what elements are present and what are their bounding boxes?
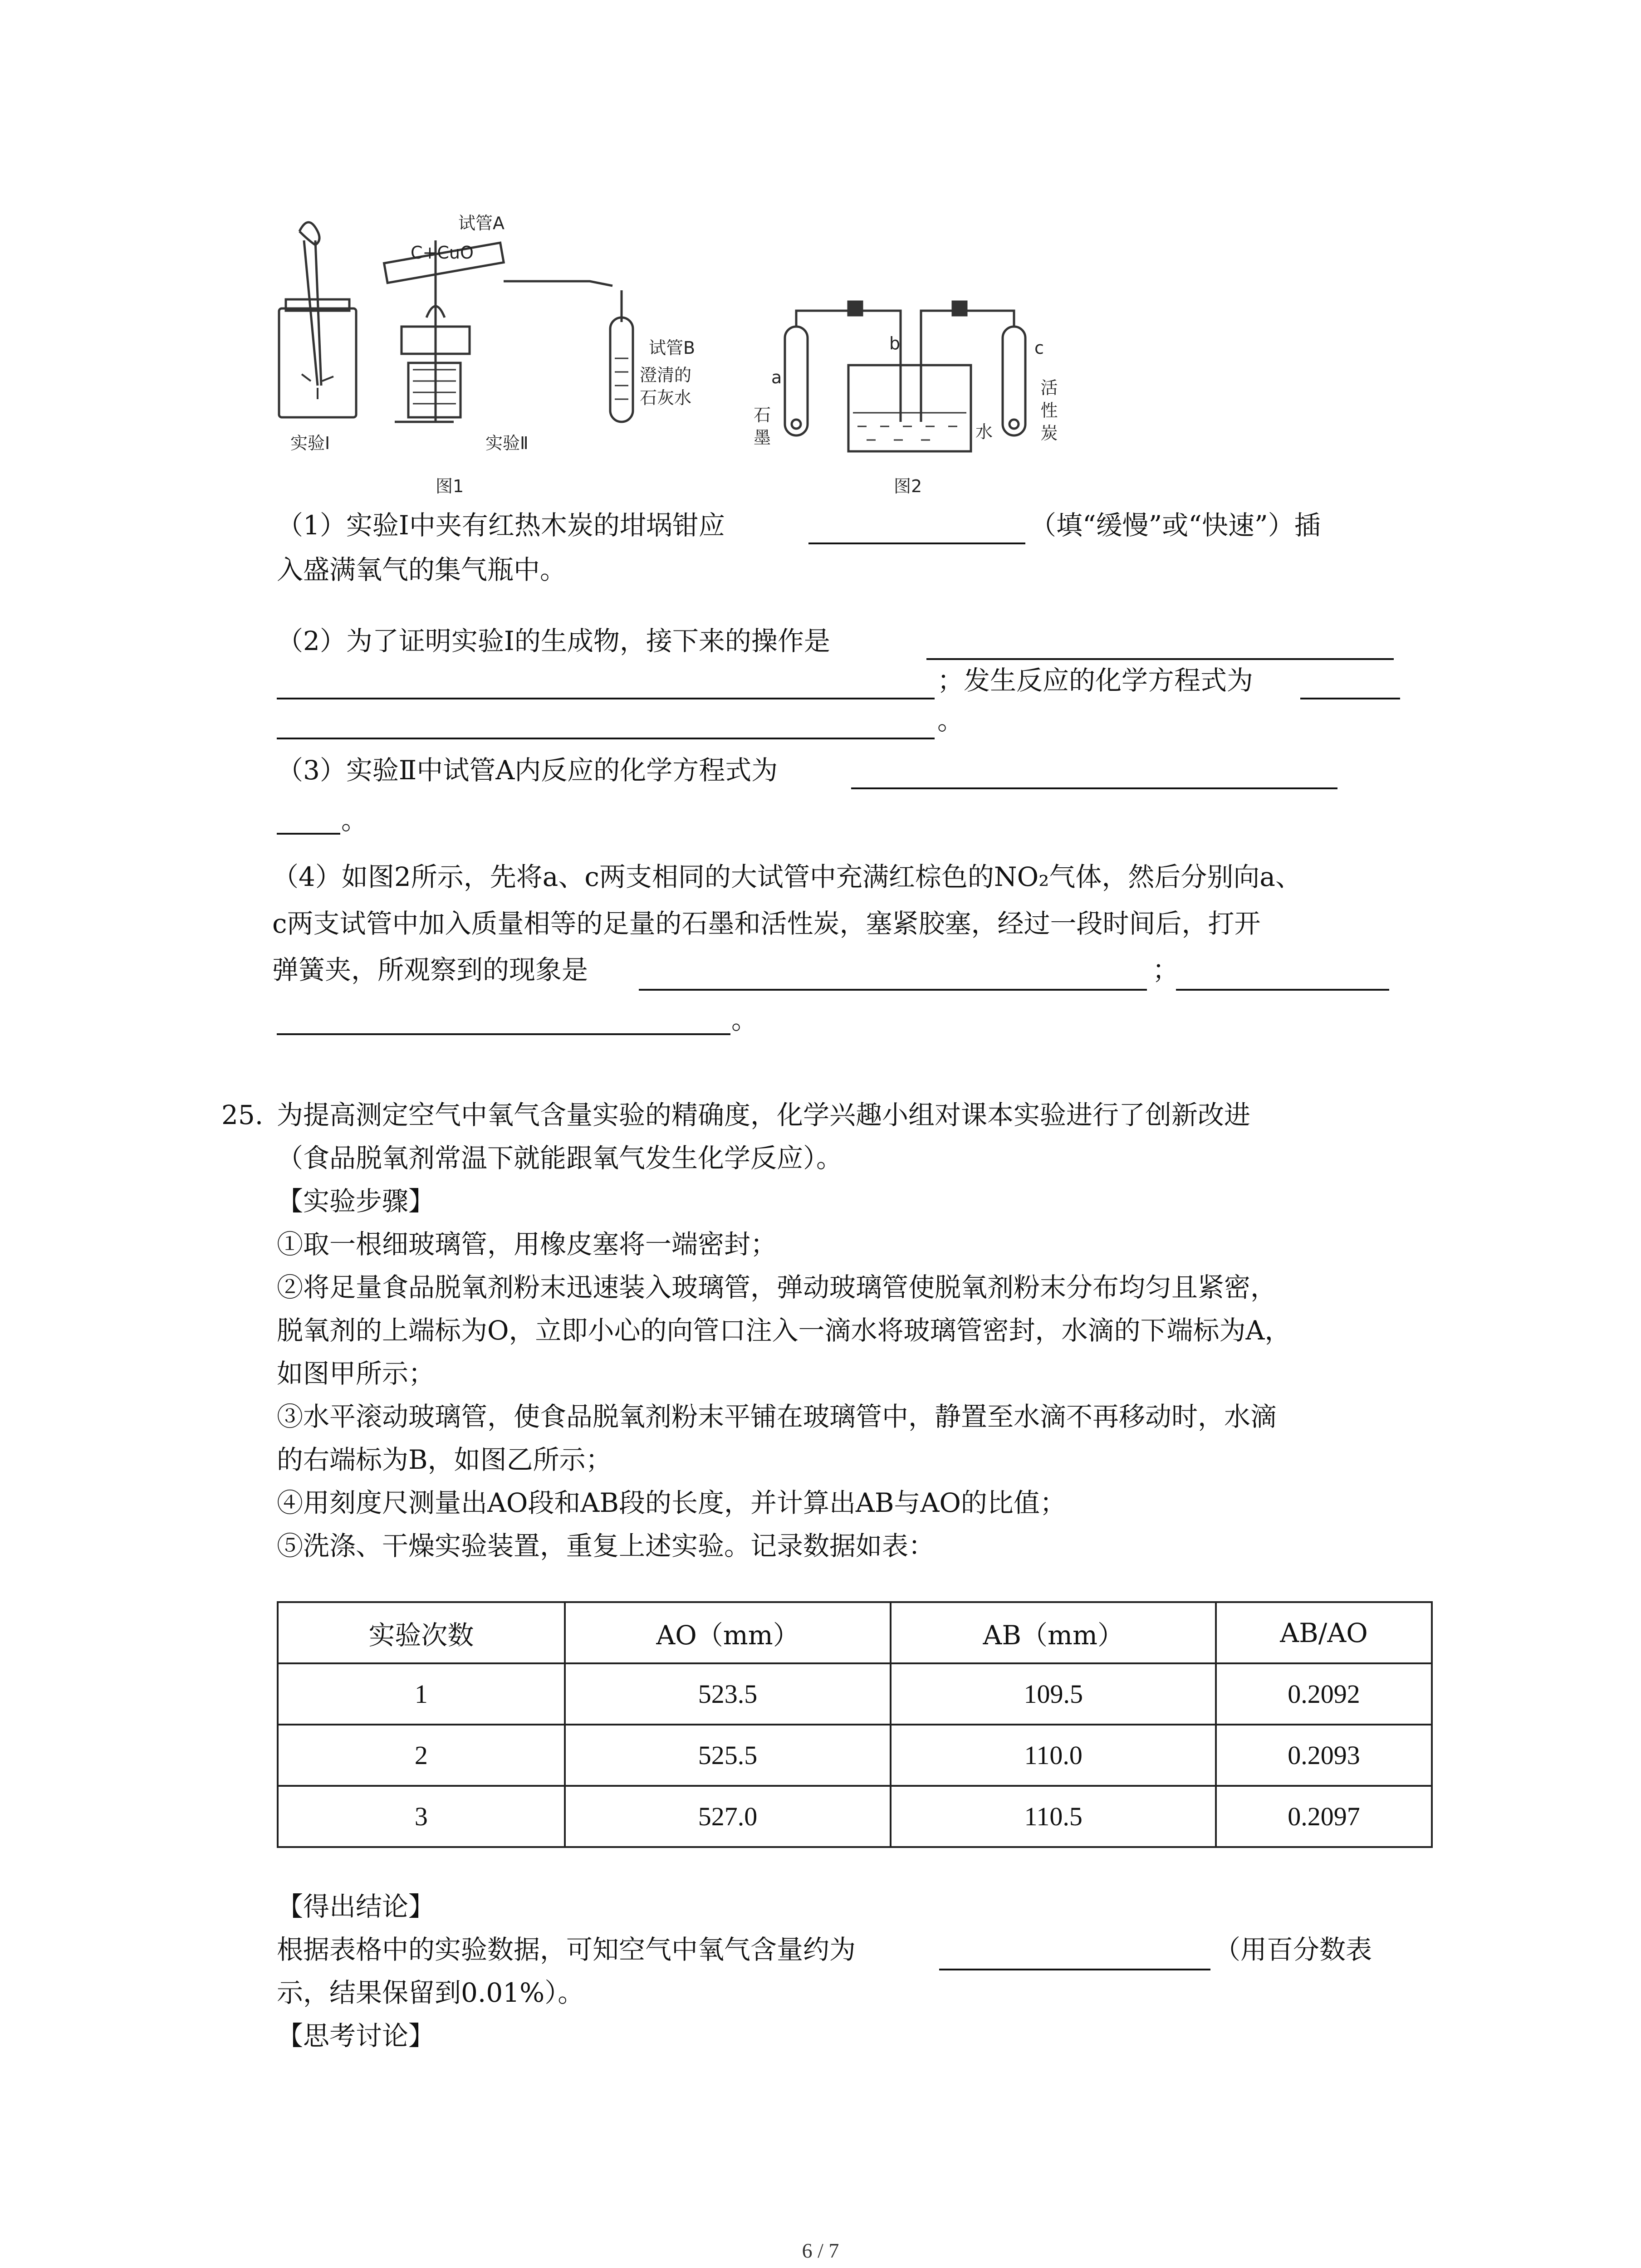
q24-part1-text-c: 入盛满氧气的集气瓶中。 <box>277 554 567 585</box>
q25-conclusion-title: 【得出结论】 <box>277 1891 435 1922</box>
table-cell: 0.2092 <box>1216 1663 1432 1725</box>
table-cell: 109.5 <box>891 1663 1216 1725</box>
q25-data-table <box>277 1601 1433 1848</box>
table-row <box>278 1786 1432 1847</box>
q25-oxygen-percent-blank[interactable] <box>939 1969 1210 1970</box>
q24-part2-end: 。 <box>937 705 964 736</box>
label-tube-a: 试管A <box>458 213 505 233</box>
q24-part1-text-b: （填“缓慢”或“快速”）插 <box>1030 510 1321 541</box>
q25-number: 25. <box>221 1100 264 1130</box>
table-cell: 3 <box>278 1786 565 1847</box>
table-header-row <box>278 1602 1432 1663</box>
q25-discussion-title: 【思考讨论】 <box>277 2020 435 2051</box>
table-cell: 525.5 <box>565 1725 891 1786</box>
table-row <box>278 1663 1432 1725</box>
figure-2-caption: 图2 <box>894 476 922 496</box>
label-c: c <box>1034 338 1044 358</box>
q24-part3-equation-blank-1[interactable] <box>851 787 1337 789</box>
figure-2 <box>744 286 1071 499</box>
label-experiment-2: 实验Ⅱ <box>485 433 529 453</box>
figure-1 <box>272 213 744 503</box>
table-cell: 0.2097 <box>1216 1786 1432 1847</box>
table-header-cell: AO（mm） <box>565 1602 891 1663</box>
table-header-cell: AB（mm） <box>891 1602 1216 1663</box>
q24-part4-phenomenon-blank-1[interactable] <box>639 989 1147 991</box>
q24-part4-line3: 弹簧夹，所观察到的现象是 <box>272 954 588 985</box>
q25-conclusion-line1: 根据表格中的实验数据，可知空气中氧气含量约为 <box>277 1934 856 1965</box>
table-cell: 110.5 <box>891 1786 1216 1847</box>
q24-part4-phenomenon-blank-3[interactable] <box>277 1033 730 1035</box>
label-tube-b: 试管B <box>649 338 696 358</box>
table-row <box>278 1725 1432 1786</box>
q24-part4-line2: c两支试管中加入质量相等的足量的石墨和活性炭，塞紧胶塞，经过一段时间后，打开 <box>272 908 1261 939</box>
heating-apparatus-drawing <box>384 240 633 422</box>
label-graphite: 石墨 <box>753 405 771 448</box>
q24-part2-text-a: （2）为了证明实验Ⅰ的生成物，接下来的操作是 <box>277 626 830 656</box>
q24-part1-text-a: （1）实验Ⅰ中夹有红热木炭的坩埚钳应 <box>277 510 725 541</box>
q24-part4-line1: （4）如图2所示，先将a、c两支相同的大试管中充满红棕色的NO₂气体，然后分别向a、 <box>272 861 1302 892</box>
figure-1-caption: 图1 <box>436 476 464 496</box>
q25-step1: ①取一根细玻璃管，用橡皮塞将一端密封； <box>277 1229 777 1260</box>
q24-part4-end: 。 <box>731 1004 758 1035</box>
q24-part4-phenomenon-blank-2[interactable] <box>1176 989 1389 991</box>
table-cell: 2 <box>278 1725 565 1786</box>
q25-steps-title: 【实验步骤】 <box>277 1186 435 1217</box>
table-header-cell: AB/AO <box>1216 1602 1432 1663</box>
q24-part1-answer-blank[interactable] <box>808 543 1025 544</box>
q25-step2-line1: ②将足量食品脱氧剂粉末迅速装入玻璃管，弹动玻璃管使脱氧剂粉末分布均匀且紧密， <box>277 1272 1277 1303</box>
q25-intro-line1: 为提高测定空气中氧气含量实验的精确度，化学兴趣小组对课本实验进行了创新改进 <box>277 1100 1251 1130</box>
q24-part2-operation-blank-2[interactable] <box>277 698 935 699</box>
q24-part4-separator: ； <box>1152 954 1179 985</box>
label-activated-carbon: 活性炭 <box>1040 378 1058 443</box>
page-number: 6 / 7 <box>802 2239 839 2262</box>
q24-part2-equation-blank-2[interactable] <box>277 738 935 739</box>
q24-part3-text-a: （3）实验Ⅱ中试管A内反应的化学方程式为 <box>277 755 778 786</box>
table-header-cell: 实验次数 <box>278 1602 565 1663</box>
q25-step2-line2: 脱氧剂的上端标为O，立即小心的向管口注入一滴水将玻璃管密封，水滴的下端标为A， <box>277 1315 1291 1346</box>
label-limewater-line1: 澄清的 <box>640 365 692 385</box>
table-cell: 527.0 <box>565 1786 891 1847</box>
label-reagent: C+CuO <box>411 243 474 263</box>
table-cell: 110.0 <box>891 1725 1216 1786</box>
q24-part3-equation-blank-2[interactable] <box>277 833 340 835</box>
q25-step3-line2: 的右端标为B，如图乙所示； <box>277 1444 612 1475</box>
q25-conclusion-line2: 示，结果保留到0.01%）。 <box>277 1977 584 2008</box>
label-limewater-line2: 石灰水 <box>640 388 692 408</box>
q25-step4: ④用刻度尺测量出AO段和AB段的长度，并计算出AB与AO的比值； <box>277 1487 1066 1518</box>
gas-bottle-drawing <box>279 222 356 417</box>
label-a: a <box>771 367 782 387</box>
table-cell: 0.2093 <box>1216 1725 1432 1786</box>
label-water: 水 <box>975 422 993 442</box>
table-cell: 1 <box>278 1663 565 1725</box>
q24-part2-equation-blank-1[interactable] <box>1300 698 1400 699</box>
label-b: b <box>889 333 901 353</box>
q24-part3-end: 。 <box>341 805 368 836</box>
q25-step3-line1: ③水平滚动玻璃管，使食品脱氧剂粉末平铺在玻璃管中，静置至水滴不再移动时，水滴 <box>277 1401 1277 1432</box>
table-cell: 523.5 <box>565 1663 891 1725</box>
label-experiment-1: 实验Ⅰ <box>290 433 330 453</box>
q25-intro-line2: （食品脱氧剂常温下就能跟氧气发生化学反应）。 <box>277 1143 843 1173</box>
q24-part2-text-b: ；发生反应的化学方程式为 <box>937 665 1254 696</box>
q25-step2-line3: 如图甲所示； <box>277 1358 435 1389</box>
q25-step5: ⑤洗涤、干燥实验装置，重复上述实验。记录数据如表： <box>277 1530 935 1561</box>
q25-conclusion-line1-tail: （用百分数表 <box>1214 1934 1372 1965</box>
